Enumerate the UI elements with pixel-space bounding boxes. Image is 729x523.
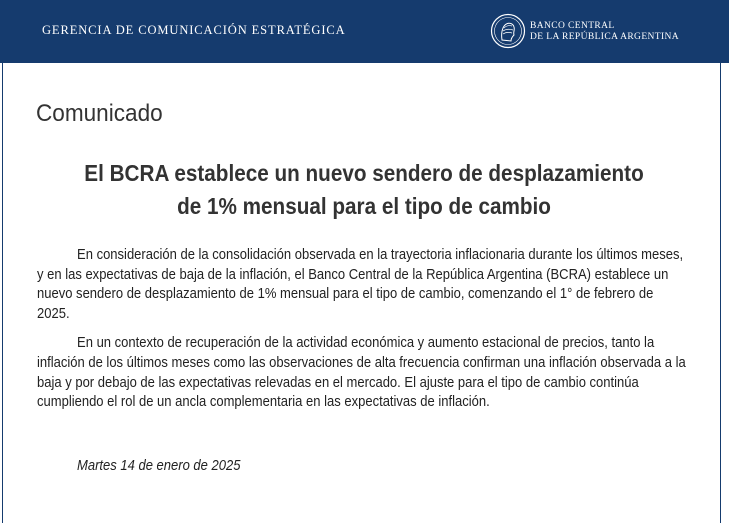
- bcra-seal-icon: [490, 13, 526, 49]
- title-line-2: de 1% mensual para el tipo de cambio: [177, 193, 551, 219]
- document-type-label: Comunicado: [36, 100, 163, 127]
- body-paragraph: En consideración de la consolidación observada en la trayectoria inflacionaria durante los últimos meses, y en las expectativas de baja de la inflación, el Banco Central de la República Argentina (BCRA) establece un nuevo sendero de desplazamiento de 1% mensual para el tipo de cambio, comenzando el 1° de febrero de 2025.: [37, 247, 684, 322]
- title-line-1: El BCRA establece un nuevo sendero de desplazamiento: [84, 160, 644, 186]
- page-title: [58, 157, 670, 223]
- header-bar: [0, 0, 729, 63]
- bank-name-line-1: BANCO CENTRAL: [530, 21, 615, 31]
- publication-date: Martes 14 de enero de 2025: [77, 458, 241, 474]
- body-paragraph: En un contexto de recuperación de la actividad económica y aumento estacional de precios, tanto la inflación de los últimos meses como las observaciones de alta frecuencia confirman una inflación observada a la baja y por debajo de las expectativas relevadas en el mercado. El ajuste para el tipo de cambio continúa cumpliendo el rol de un ancla complementaria en las expectativas de inflación.: [37, 335, 686, 411]
- document-body: [37, 246, 686, 423]
- bank-name: [530, 21, 679, 42]
- department-name: GERENCIA DE COMUNICACIÓN ESTRATÉGICA: [42, 23, 346, 37]
- bank-name-line-2: DE LA REPÚBLICA ARGENTINA: [530, 31, 680, 42]
